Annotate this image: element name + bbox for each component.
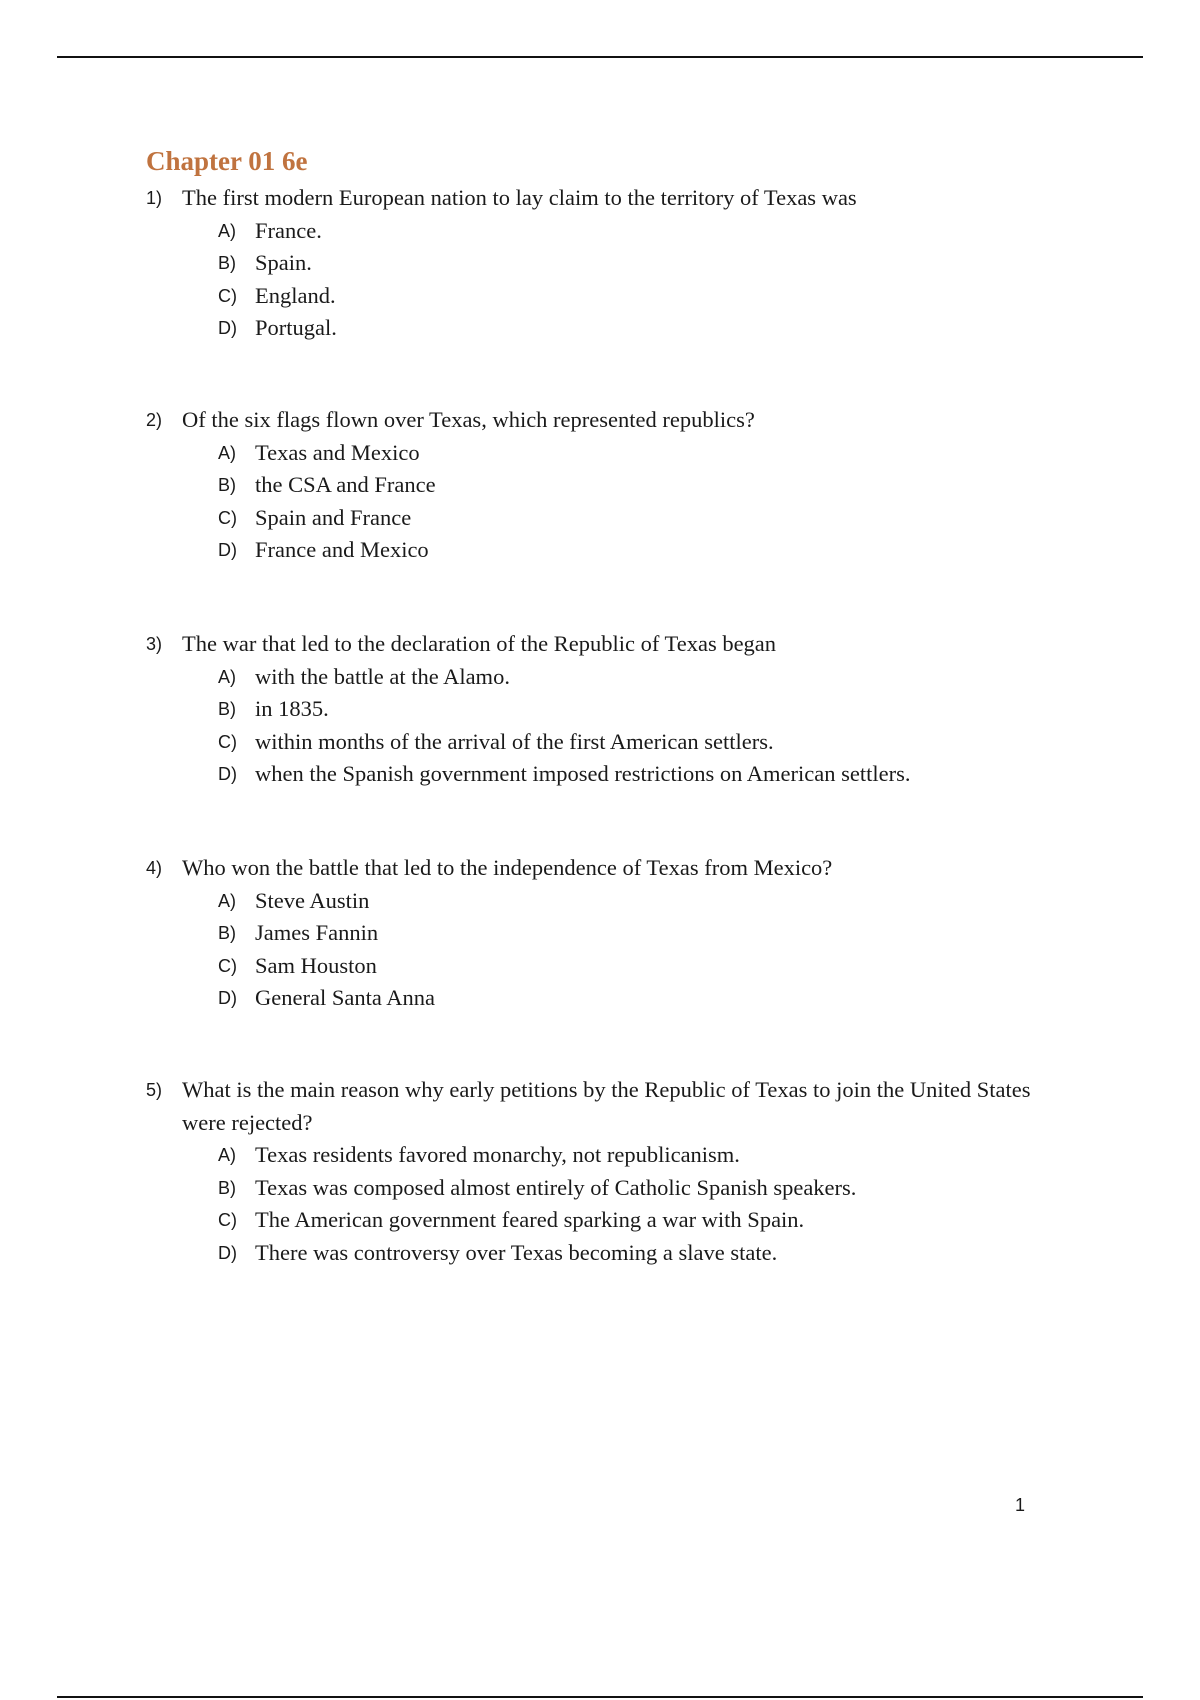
answer-option: [218, 312, 1066, 345]
answer-option: [218, 437, 1066, 470]
option-text: France.: [255, 217, 322, 243]
question-stem: [146, 852, 1066, 885]
option-letter: C): [218, 507, 237, 528]
bottom-rule: [57, 1696, 1143, 1698]
option-letter: A): [218, 1145, 236, 1165]
option-letter: C): [218, 1210, 237, 1230]
answer-option: [218, 280, 1066, 313]
answer-option: [218, 534, 1066, 567]
option-letter: C): [218, 731, 237, 752]
question-stem: [146, 1074, 1066, 1139]
option-letter: D): [218, 1242, 237, 1263]
question-3: [146, 628, 1066, 791]
answer-option: [218, 661, 1066, 694]
answer-option: [218, 950, 1066, 983]
option-text: Spain.: [255, 250, 312, 275]
answer-option: [218, 758, 1066, 791]
option-letter: A): [218, 442, 236, 463]
answer-option: [218, 982, 1066, 1015]
answer-option: [218, 1237, 1066, 1270]
answer-option: [218, 917, 1066, 950]
option-letter: B): [218, 253, 236, 273]
question-number: 1): [146, 188, 163, 208]
answer-option: [218, 247, 1066, 280]
option-text: Sam Houston: [255, 952, 377, 978]
option-text: in 1835.: [255, 696, 329, 721]
answer-option: [218, 215, 1066, 248]
option-letter: B): [218, 923, 236, 943]
question-text: Who won the battle that led to the independence of Texas from Mexico?: [182, 855, 833, 880]
option-letter: D): [218, 540, 237, 560]
question-5: [146, 1074, 1066, 1269]
option-text: Steve Austin: [255, 887, 370, 913]
answer-option: [218, 469, 1066, 502]
answer-option: [218, 726, 1066, 759]
question-text: The first modern European nation to lay claim to the territory of Texas was: [182, 185, 857, 210]
answer-option: [218, 693, 1066, 726]
option-text: with the battle at the Alamo.: [255, 663, 510, 689]
question-stem: [146, 182, 1066, 215]
question-number: 4): [146, 858, 163, 878]
option-letter: D): [218, 764, 237, 784]
answer-option: [218, 885, 1066, 918]
option-letter: A): [218, 890, 236, 911]
option-text: Spain and France: [255, 504, 412, 530]
question-number: 5): [146, 1080, 163, 1100]
option-text: Texas was composed almost entirely of Catholic Spanish speakers.: [255, 1174, 857, 1200]
option-text: General Santa Anna: [255, 985, 435, 1010]
option-letter: D): [218, 988, 237, 1008]
answer-option: [218, 502, 1066, 535]
option-letter: A): [218, 666, 236, 687]
answer-option: [218, 1172, 1066, 1205]
option-letter: B): [218, 475, 236, 495]
option-letter: D): [218, 318, 237, 338]
option-text: England.: [255, 282, 336, 308]
question-number: 2): [146, 410, 163, 430]
question-1: [146, 182, 1066, 345]
option-letter: A): [218, 220, 236, 241]
option-text: the CSA and France: [255, 472, 436, 497]
answer-option: [218, 1139, 1066, 1172]
question-text: What is the main reason why early petitions by the Republic of Texas to join the United States were rejected?: [182, 1077, 1031, 1135]
chapter-title: Chapter 01 6e: [146, 146, 308, 176]
option-letter: B): [218, 699, 236, 719]
option-letter: B): [218, 1177, 236, 1198]
option-text: Texas and Mexico: [255, 439, 420, 465]
question-2: [146, 404, 1066, 567]
option-letter: C): [218, 955, 237, 976]
answer-option: [218, 1204, 1066, 1237]
option-text: France and Mexico: [255, 537, 429, 562]
question-text: Of the six flags flown over Texas, which represented republics?: [182, 407, 755, 432]
option-text: when the Spanish government imposed restrictions on American settlers.: [255, 761, 911, 786]
option-text: James Fannin: [255, 920, 379, 945]
top-rule: [57, 56, 1143, 58]
option-letter: C): [218, 285, 237, 306]
option-text: Texas residents favored monarchy, not republicanism.: [255, 1142, 740, 1167]
question-stem: [146, 404, 1066, 437]
page-number: 1: [1015, 1495, 1026, 1515]
option-text: There was controversy over Texas becoming a slave state.: [255, 1239, 778, 1265]
option-text: within months of the arrival of the first American settlers.: [255, 728, 774, 754]
question-text: The war that led to the declaration of the Republic of Texas began: [182, 631, 777, 656]
question-number: 3): [146, 634, 163, 654]
question-4: [146, 852, 1066, 1015]
question-stem: [146, 628, 1066, 661]
option-text: Portugal.: [255, 315, 337, 340]
option-text: The American government feared sparking a war with Spain.: [255, 1207, 805, 1232]
